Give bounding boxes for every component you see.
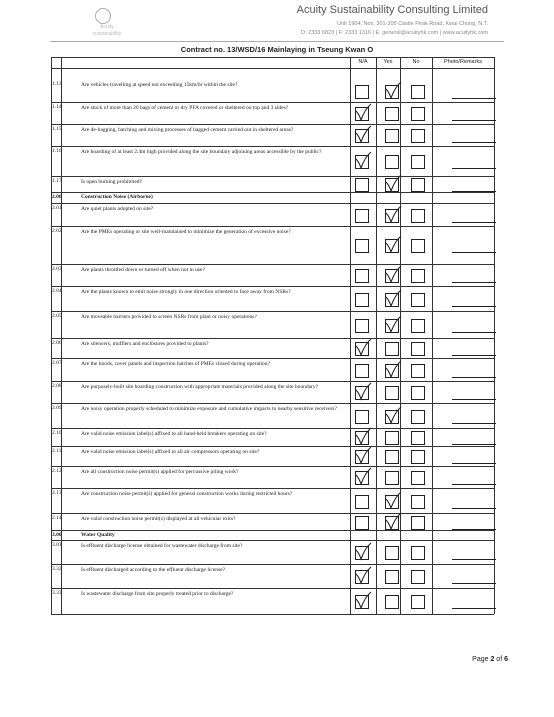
checkmark-icon <box>354 151 372 169</box>
checkmark-icon <box>354 103 372 121</box>
row-number: 3.33 <box>52 590 62 596</box>
table-row <box>52 468 494 488</box>
checkbox-na[interactable] <box>355 293 369 307</box>
row-number: 2.05 <box>52 313 62 319</box>
row-number: 1.17 <box>52 178 62 184</box>
checkbox-no[interactable] <box>411 319 425 333</box>
checkbox-na[interactable] <box>355 178 369 192</box>
company-address: Unit 1904, Nos. 301-305 Castle Peak Road, Kwai Chung, N.T. <box>336 21 488 27</box>
remarks-field[interactable] <box>452 399 496 400</box>
question-text: Is effluent discharge license obtained for wastewater discharge from site? <box>81 543 243 549</box>
grid-horizontal-line <box>51 226 494 227</box>
remarks-field[interactable] <box>452 306 496 307</box>
row-number: 2.01 <box>52 205 62 211</box>
question-text: Is open burning prohibited? <box>81 179 142 185</box>
row-number: 3.32 <box>52 566 62 572</box>
grid-horizontal-line <box>51 203 494 204</box>
checkmark-icon <box>384 289 402 307</box>
checkmark-icon <box>384 205 402 223</box>
checkbox-yes[interactable] <box>385 107 399 121</box>
checkmark-icon <box>384 265 402 283</box>
row-number: 2.11 <box>52 448 62 454</box>
checkbox-no[interactable] <box>411 269 425 283</box>
grid-horizontal-line <box>51 513 494 514</box>
company-logo <box>83 8 131 42</box>
row-number: 2.03 <box>52 266 62 272</box>
checkbox-no[interactable] <box>411 386 425 400</box>
checkbox-no[interactable] <box>411 471 425 485</box>
table-row <box>52 490 494 513</box>
checkmark-icon <box>354 467 372 485</box>
grid-horizontal-line <box>51 176 494 177</box>
checkbox-no[interactable] <box>411 431 425 445</box>
grid-horizontal-line <box>51 146 494 147</box>
table-row <box>52 430 494 446</box>
remarks-field[interactable] <box>452 529 496 530</box>
checkbox-na[interactable] <box>355 319 369 333</box>
table-row <box>52 515 494 530</box>
remarks-field[interactable] <box>452 168 496 169</box>
question-text: Are plants throttled down or turned off when not in use? <box>81 267 205 273</box>
column-no-header: No <box>412 59 420 65</box>
row-number: 1.15 <box>52 126 62 132</box>
grid-vertical-line <box>494 57 495 614</box>
remarks-field[interactable] <box>452 484 496 485</box>
row-number: 2.00 <box>52 194 62 200</box>
checkbox-yes[interactable] <box>385 431 399 445</box>
checkbox-na[interactable] <box>355 85 369 99</box>
company-contact: O: 2333 6823 | F: 2333 1316 | E: general@acuityhk.com | www.acuityhk.com <box>300 30 488 36</box>
table-row <box>52 566 494 588</box>
checkbox-no[interactable] <box>411 209 425 223</box>
grid-horizontal-line <box>51 264 494 265</box>
checkbox-no[interactable] <box>411 293 425 307</box>
checkmark-icon <box>384 491 402 509</box>
table-row <box>52 178 494 192</box>
row-number: 3.01 <box>52 542 62 548</box>
question-text: Are vehicles travelling at speed not exceeding 15km/hr within the site? <box>81 82 238 88</box>
remarks-field[interactable] <box>452 332 496 333</box>
checkbox-na[interactable] <box>355 516 369 530</box>
question-text: Are hoarding of at least 2.4m high provided along the site boundary adjoining areas accessible by the public? <box>81 149 322 155</box>
question-text: Are the plants known to emit noise strongly in one direction oriented to face away from NSRs? <box>81 289 291 295</box>
checkbox-na[interactable] <box>355 364 369 378</box>
checkbox-yes[interactable] <box>385 129 399 143</box>
checkmark-icon <box>354 382 372 400</box>
checkbox-na[interactable] <box>355 269 369 283</box>
grid-horizontal-line <box>51 614 494 615</box>
checkbox-no[interactable] <box>411 129 425 143</box>
checkbox-no[interactable] <box>411 516 425 530</box>
remarks-field[interactable] <box>452 191 496 192</box>
page-prefix: Page <box>472 656 491 663</box>
checkbox-yes[interactable] <box>385 471 399 485</box>
table-row <box>52 148 494 176</box>
header-divider <box>50 41 504 42</box>
logo-text-1: Acuity <box>100 24 114 30</box>
checkbox-no[interactable] <box>411 155 425 169</box>
checkmark-icon <box>354 566 372 584</box>
table-row <box>52 590 494 614</box>
question-text: Are noisy operation properly scheduled to minimize exposure and cumulative impacts to nearby sensitive receivers? <box>81 406 337 412</box>
checkbox-na[interactable] <box>355 410 369 424</box>
checkmark-icon <box>354 427 372 445</box>
remarks-field[interactable] <box>452 142 496 143</box>
grid-horizontal-line <box>51 338 494 339</box>
row-number: 2.02 <box>52 228 62 234</box>
remarks-field[interactable] <box>452 98 496 99</box>
section-row <box>52 532 494 540</box>
checkbox-yes[interactable] <box>385 570 399 584</box>
grid-horizontal-line <box>51 286 494 287</box>
grid-horizontal-line <box>51 530 494 531</box>
question-text: Are valid noise emission label(s) affixed to all air compressors operating on site? <box>81 449 260 455</box>
remarks-field[interactable] <box>452 423 496 424</box>
table-row <box>52 340 494 358</box>
checkbox-no[interactable] <box>411 178 425 192</box>
table-row <box>52 360 494 381</box>
page-number <box>472 656 508 663</box>
checkbox-yes[interactable] <box>385 155 399 169</box>
question-text: Are de-bagging, batching and mixing processes of bagged cement carried out in sheltered areas? <box>81 127 294 133</box>
checkmark-icon <box>384 406 402 424</box>
checkbox-yes[interactable] <box>385 595 399 609</box>
checkbox-no[interactable] <box>411 495 425 509</box>
logo-icon <box>95 8 111 24</box>
table-row <box>52 383 494 403</box>
checkbox-na[interactable] <box>355 209 369 223</box>
section-title: Water Quality <box>81 532 115 538</box>
row-number: 2.09 <box>52 405 62 411</box>
row-number: 2.13 <box>52 490 62 496</box>
page-current: 2 <box>490 656 495 663</box>
remarks-field[interactable] <box>452 508 496 509</box>
checkmark-icon <box>354 125 372 143</box>
grid-horizontal-line <box>51 192 494 193</box>
row-number: 1.13 <box>52 81 62 87</box>
table-row <box>52 104 494 124</box>
grid-horizontal-line <box>51 564 494 565</box>
question-text: Are quiet plants adopted on site? <box>81 206 154 212</box>
checkbox-yes[interactable] <box>385 450 399 464</box>
row-number: 3.00 <box>52 532 62 538</box>
remarks-field[interactable] <box>452 282 496 283</box>
checkbox-na[interactable] <box>355 239 369 253</box>
checkmark-icon <box>384 512 402 530</box>
checkbox-no[interactable] <box>411 364 425 378</box>
row-number: 2.08 <box>52 383 62 389</box>
checkbox-yes[interactable] <box>385 386 399 400</box>
remarks-field[interactable] <box>452 608 496 609</box>
grid-horizontal-line <box>51 428 494 429</box>
grid-horizontal-line <box>51 358 494 359</box>
question-text: Are construction noise permit(s) applied for general construction works during restricted hours? <box>81 491 293 497</box>
question-text: Are purposely-built site hoarding construction with appropriate materials provided along the site boundary? <box>81 384 319 390</box>
checkmark-icon <box>384 174 402 192</box>
checkbox-no[interactable] <box>411 410 425 424</box>
company-name: Acuity Sustainability Consulting Limited <box>296 4 488 16</box>
checkmark-icon <box>354 338 372 356</box>
row-number: 2.04 <box>52 288 62 294</box>
question-text: Are all construction noise permit(s) applied for percussive piling work? <box>81 469 239 475</box>
grid-horizontal-line <box>51 102 494 103</box>
row-number: 2.06 <box>52 340 62 346</box>
checkbox-no[interactable] <box>411 342 425 356</box>
checkbox-no[interactable] <box>411 85 425 99</box>
remarks-field[interactable] <box>452 355 496 356</box>
grid-horizontal-line <box>51 68 494 69</box>
question-text: Are moveable barriers provided to screen NSRs from plant or noisy operations? <box>81 314 257 320</box>
grid-horizontal-line <box>51 311 494 312</box>
table-row <box>52 313 494 338</box>
grid-horizontal-line <box>51 57 494 58</box>
section-title: Construction Noise (Airborne) <box>81 194 153 200</box>
table-row <box>52 81 494 102</box>
logo-text-2: sustainability <box>92 31 122 37</box>
row-number: 1.14 <box>52 104 62 110</box>
remarks-field[interactable] <box>452 377 496 378</box>
grid-horizontal-line <box>51 446 494 447</box>
grid-horizontal-line <box>51 540 494 541</box>
checkbox-no[interactable] <box>411 107 425 121</box>
grid-horizontal-line <box>51 488 494 489</box>
section-row <box>52 194 494 203</box>
remarks-field[interactable] <box>452 120 496 121</box>
checkbox-no[interactable] <box>411 239 425 253</box>
row-number: 2.07 <box>52 360 62 366</box>
page-total: 6 <box>504 656 508 663</box>
question-text: Are the PMEs operating or site well-maintained to minimize the generation of excessive noise? <box>81 229 291 235</box>
grid-horizontal-line <box>51 124 494 125</box>
table-row <box>52 266 494 286</box>
question-text: Are valid construction noise permit(s) displayed at all vehicular exits? <box>81 516 236 522</box>
table-row <box>52 542 494 564</box>
question-text: Are stock of more than 20 bags of cement or dry PFA covered or sheltered on top and 3 sides? <box>81 105 289 111</box>
checkbox-no[interactable] <box>411 450 425 464</box>
question-text: Are valid noise emission label(s) affixed to all hand-held breakers operating on site? <box>81 431 267 437</box>
grid-horizontal-line <box>51 588 494 589</box>
checkbox-yes[interactable] <box>385 546 399 560</box>
checkmark-icon <box>354 591 372 609</box>
grid-horizontal-line <box>51 403 494 404</box>
row-number: 2.14 <box>52 515 62 521</box>
row-number: 2.10 <box>52 430 62 436</box>
column-yes-header: Yes <box>383 59 393 65</box>
question-text: Are silencers, mufflers and enclosures provided to plants? <box>81 341 209 347</box>
table-row <box>52 448 494 466</box>
row-number: 1.16 <box>52 148 62 154</box>
question-text: Are the hoods, cover panels and inspection hatches of PMEs closed during operation? <box>81 361 270 367</box>
checkbox-no[interactable] <box>411 546 425 560</box>
column-remarks-header: Photo/Remarks <box>444 59 482 65</box>
remarks-field[interactable] <box>452 583 496 584</box>
remarks-field[interactable] <box>452 252 496 253</box>
grid-horizontal-line <box>51 381 494 382</box>
grid-horizontal-line <box>51 466 494 467</box>
question-text: Is wastewater discharge from site properly treated prior to discharge? <box>81 591 234 597</box>
table-row <box>52 126 494 146</box>
checkbox-no[interactable] <box>411 595 425 609</box>
table-row <box>52 288 494 311</box>
table-row <box>52 228 494 264</box>
checkmark-icon <box>384 360 402 378</box>
table-row <box>52 405 494 428</box>
checkmark-icon <box>354 446 372 464</box>
table-row <box>52 205 494 226</box>
checkmark-icon <box>384 81 402 99</box>
remarks-field[interactable] <box>452 559 496 560</box>
checkbox-no[interactable] <box>411 570 425 584</box>
remarks-field[interactable] <box>452 222 496 223</box>
checkmark-icon <box>384 315 402 333</box>
checkmark-icon <box>384 235 402 253</box>
checkbox-na[interactable] <box>355 495 369 509</box>
column-na-header: N/A <box>358 59 368 65</box>
row-number: 2.12 <box>52 468 62 474</box>
checkmark-icon <box>354 542 372 560</box>
remarks-field[interactable] <box>452 463 496 464</box>
remarks-field[interactable] <box>452 444 496 445</box>
checkbox-yes[interactable] <box>385 342 399 356</box>
page-of: of <box>494 656 505 663</box>
contract-title: Contract no. 13/WSD/16 Mainlaying in Tseung Kwan O <box>180 45 374 54</box>
question-text: Is effluent discharged according to the effluent discharge license? <box>81 567 226 573</box>
